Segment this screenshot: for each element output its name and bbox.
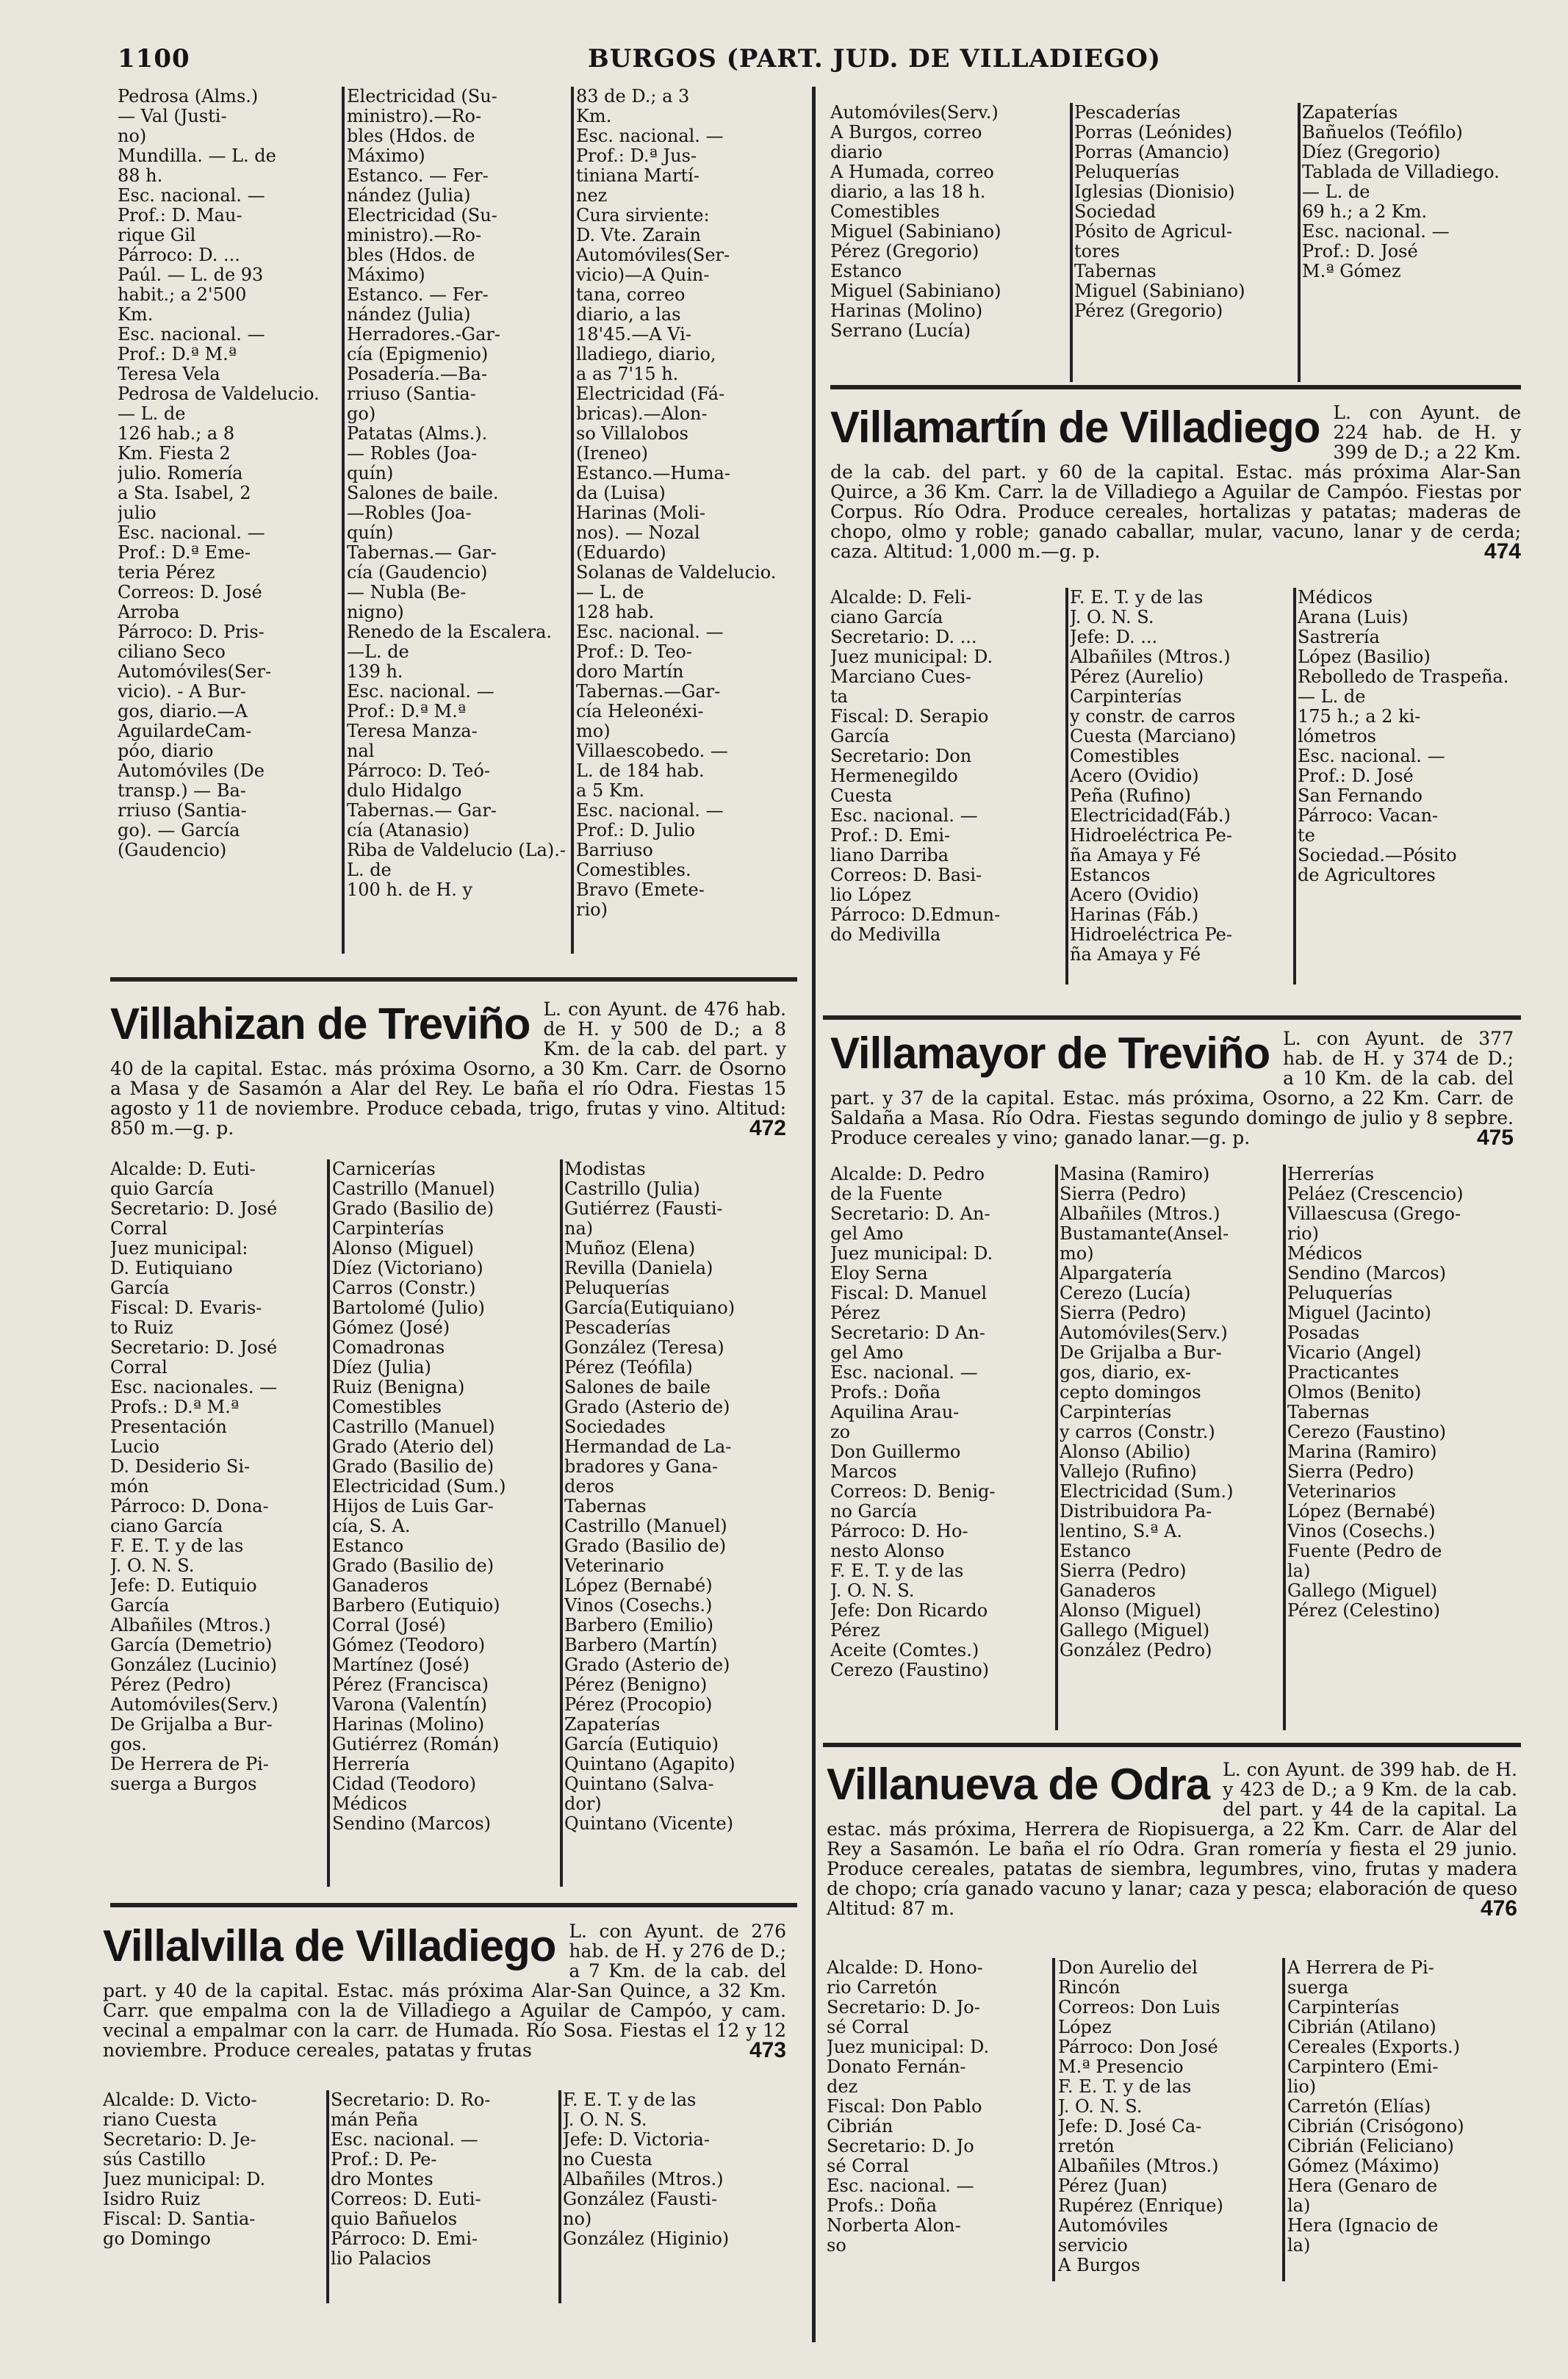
- column-rule: [571, 87, 574, 954]
- column-rule: [1070, 103, 1073, 382]
- villanueva-column-3: A Herrera de Pi- suerga Carpinterías Cibrián (Atilano) Cereales (Exports.) Carpintero (Emi- lio) Carretón (Elías) Cibrián (Crisógono) Cibrián (Feliciano) Gómez (Máximo) Hera (Genaro de la) Hera (Ignacio de la): [1287, 1958, 1464, 2256]
- villamartin-column-3: Médicos Arana (Luis) Sastrería López (Basilio) Rebolledo de Traspeña. — L. de 175 h.; a 2 ki- lómetros Esc. nacional. — Prof.: D. José San Fernando Párroco: Vacan- te Sociedad.—Pósito de Agricultores: [1298, 588, 1509, 885]
- villamartin-column-1: Alcalde: D. Feli- ciano García Secretario: D. ... Juez municipal: D. Marciano Cues- ta Fiscal: D. Serapio García Secretario: Don Hermenegildo Cuesta Esc. nacional. — Prof.: D. Emi- liano Darriba Correos: D. Basi- lio López Párroco: D.Edmun- do Medivilla: [830, 588, 1001, 945]
- villalvilla-column-2: Secretario: D. Ro- mán Peña Esc. nacional. — Prof.: D. Pe- dro Montes Correos: D. Euti- quio Bañuelos Párroco: D. Emi- lio Palacios: [331, 2090, 491, 2269]
- section-rule: [830, 385, 1521, 389]
- section-rule: [110, 977, 797, 982]
- column-rule: [1282, 1958, 1285, 2281]
- villahizan-heading: Villahizan de Treviño: [110, 999, 531, 1048]
- column-rule: [558, 2090, 561, 2303]
- villanueva-entry: [827, 1759, 1517, 1921]
- central-divider: [812, 87, 816, 2342]
- villanueva-intro: L. con Ayunt. de 399 hab. de H. y 423 de D.; a 9 Km. de la cab. del part. y 44 de la capital. La estac. más próxima, Herrera de Riopisuerga, a 22 Km. Carr. de Alar del Rey a Sasamón. Le baña el río Odra. Gran romería y fiesta el 29 junio. Produce cereales, patatas de siembra, legumbres, vino, frutas y madera de chopo; cría ganado vacuno y lanar; caza y pesca; elaboración de queso Altitud: 87 m.: [827, 1759, 1517, 1919]
- villanueva-number: 476: [1480, 1896, 1517, 1921]
- villanueva-heading: Villanueva de Odra: [827, 1760, 1210, 1809]
- column-rule: [1052, 1958, 1055, 2281]
- villamayor-intro: L. con Ayunt. de 377 hab. de H. y 374 de D.; a 10 Km. de la cab. del part. y 37 de la capital. Estac. más próxima, Osorno, a 22 Km. Carr. de Saldaña a Masa. Río Odra. Fiestas segundo domingo de julio y 8 sepbre. Produce cereales y vino; ganado lanar.—g. p.: [830, 1028, 1514, 1148]
- top-column-4: Automóviles(Serv.) A Burgos, correo diario A Humada, correo diario, a las 18 h. Comestibles Miguel (Sabiniano) Pérez (Gregorio) Estanco Miguel (Sabiniano) Harinas (Molino) Serrano (Lucía): [830, 103, 1001, 341]
- villahizan-entry: [110, 999, 786, 1138]
- villamayor-heading: Villamayor de Treviño: [830, 1029, 1270, 1078]
- villahizan-column-3: Modistas Castrillo (Julia) Gutiérrez (Fausti- na) Muñoz (Elena) Revilla (Daniela) Peluquerías García(Eutiquiano) Pescaderías González (Teresa) Pérez (Teófila) Salones de baile Grado (Asterio de) Sociedades Hermandad de La- bradores y Gana- deros Tabernas Castrillo (Manuel) Grado (Basilio de) Veterinario López (Bernabé) Vinos (Cosechs.) Barbero (Emilio) Barbero (Martín) Grado (Asterio de) Pérez (Benigno) Pérez (Procopio) Zapaterías García (Eutiquio) Quintano (Agapito) Quintano (Salva- dor) Quintano (Vicente): [564, 1159, 736, 1834]
- top-column-6: Zapaterías Bañuelos (Teófilo) Díez (Gregorio) Tablada de Villadiego. — L. de 69 h.; a 2 Km. Esc. nacional. — Prof.: D. José M.ª Gómez: [1302, 103, 1500, 281]
- villamayor-column-1: Alcalde: D. Pedro de la Fuente Secretario: D. An- gel Amo Juez municipal: D. Eloy Serna Fiscal: D. Manuel Pérez Secretario: D An- gel Amo Esc. nacional. — Profs.: Doña Aquilina Arau- zo Don Guillermo Marcos Correos: D. Benig- no García Párroco: D. Ho- nesto Alonso F. E. T. y de las J. O. N. S. Jefe: Don Ricardo Pérez Aceite (Comtes.) Cerezo (Faustino): [830, 1165, 996, 1680]
- column-rule: [1283, 1165, 1286, 1730]
- villalvilla-number: 473: [749, 2038, 786, 2062]
- villahizan-intro: L. con Ayunt. de 476 hab. de H. y 500 de D.; a 8 Km. de la cab. del part. y 40 de la capital. Estac. más próxima Osorno, a 30 Km. Carr. de Osorno a Masa y de Sasamón a Alar del Rey. Le baña el río Odra. Fiestas 15 agosto y 11 de noviembre. Produce cebada, trigo, frutas y vino. Altitud: 850 m.—g. p.: [110, 998, 786, 1139]
- section-rule: [110, 1903, 797, 1907]
- column-rule: [1293, 588, 1296, 985]
- column-rule: [326, 2090, 329, 2303]
- top-column-3: 83 de D.; a 3 Km. Esc. nacional. — Prof.: D.ª Jus- tiniana Martí- nez Cura sirviente: D. Vte. Zarain Automóviles(Ser- vicio)—A Quin- tana, correo diario, a las 18'45.—A Vi- lladiego, diario, a as 7'15 h. Electricidad (Fá- bricas).—Alon- so Villalobos (Ireneo) Estanco.—Huma- da (Luisa) Harinas (Moli- nos). — Nozal (Eduardo) Solanas de Valdelucio. — L. de 128 hab. Esc. nacional. — Prof.: D. Teo- doro Martín Tabernas.—Gar- cía Heleonéxi- mo) Villaescobedo. — L. de 184 hab. a 5 Km. Esc. nacional. — Prof.: D. Julio Barriuso Comestibles. Bravo (Emete- rio): [576, 87, 777, 920]
- top-column-5: Pescaderías Porras (Leónides) Porras (Amancio) Peluquerías Iglesias (Dionisio) Sociedad Pósito de Agricul- tores Tabernas Miguel (Sabiniano) Pérez (Gregorio): [1074, 103, 1245, 321]
- section-rule: [823, 1015, 1521, 1020]
- villamartin-number: 474: [1484, 539, 1521, 564]
- villahizan-number: 472: [749, 1116, 786, 1140]
- villamayor-column-3: Herrerías Peláez (Crescencio) Villaescusa (Grego- rio) Médicos Sendino (Marcos) Peluquerías Miguel (Jacinto) Posadas Vicario (Angel) Practicantes Olmos (Benito) Tabernas Cerezo (Faustino) Marina (Ramiro) Sierra (Pedro) Veterinarios López (Bernabé) Vinos (Cosechs.) Fuente (Pedro de la) Gallego (Miguel) Pérez (Celestino): [1287, 1165, 1464, 1621]
- top-column-2: Electricidad (Su- ministro).—Ro- bles (Hdos. de Máximo) Estanco. — Fer- nández (Julia) Electricidad (Su- ministro).—Ro- bles (Hdos. de Máximo) Estanco. — Fer- nández (Julia) Herradores.-Gar- cía (Epigmenio) Posadería.—Ba- rriuso (Santia- go) Patatas (Alms.). — Robles (Joa- quín) Salones de baile. —Robles (Joa- quín) Tabernas.— Gar- cía (Gaudencio) — Nubla (Be- nigno) Renedo de la Escalera.—L. de 139 h. Esc. nacional. — Prof.: D.ª M.ª Teresa Manza- nal Párroco: D. Teó- dulo Hidalgo Tabernas.— Gar- cía (Atanasio) Riba de Valdelucio (La).-L. de 100 h. de H. y: [347, 87, 566, 900]
- section-rule: [823, 1743, 1521, 1747]
- column-rule: [560, 1159, 563, 1887]
- column-rule: [1065, 588, 1068, 985]
- villamayor-column-2: Masina (Ramiro) Sierra (Pedro) Albañiles (Mtros.) Bustamante(Ansel- mo) Alpargatería Cerezo (Lucía) Sierra (Pedro) Automóviles(Serv.) De Grijalba a Bur- gos, diario, ex- cepto domingos Carpinterías y carros (Constr.) Alonso (Abilio) Vallejo (Rufino) Electricidad (Sum.) Distribuidora Pa- lentino, S.ª A. Estanco Sierra (Pedro) Ganaderos Alonso (Miguel) Gallego (Miguel) González (Pedro): [1060, 1165, 1234, 1660]
- villamartin-intro: L. con Ayunt. de 224 hab. de H. y 399 de D.; a 22 Km. de la cab. del part. y 60 de la capital. Estac. más próxima Alar-San Quirce, a 36 Km. Carr. la de Villadiego a Aguilar de Campóo. Fiestas por Corpus. Río Odra. Produce cereales, hortalizas y patatas; maderas de chopo, olmo y roble; ganado caballar, mular, vacuno, lanar y de cerda; caza. Altitud: 1,000 m.—g. p.: [830, 402, 1521, 562]
- column-rule: [1055, 1165, 1058, 1730]
- page-number: 1100: [118, 44, 190, 73]
- top-column-1: Pedrosa (Alms.) — Val (Justi- no) Mundilla. — L. de 88 h. Esc. nacional. — Prof.: D. Mau- rique Gil Párroco: D. ... Paúl. — L. de 93 habit.; a 2'500 Km. Esc. nacional. — Prof.: D.ª M.ª Teresa Vela Pedrosa de Valdelucio. — L. de 126 hab.; a 8 Km. Fiesta 2 julio. Romería a Sta. Isabel, 2 julio Esc. nacional. — Prof.: D.ª Eme- teria Pérez Correos: D. José Arroba Párroco: D. Pris- ciliano Seco Automóviles(Ser- vicio). - A Bur- gos, diario.—A AguilardeCam- póo, diario Automóviles (De transp.) — Ba- rriuso (Santia- go). — García (Gaudencio): [118, 87, 320, 860]
- villamayor-entry: [830, 1029, 1514, 1148]
- column-rule: [1298, 103, 1301, 382]
- running-title: BURGOS (PART. JUD. DE VILLADIEGO): [588, 44, 1161, 73]
- villahizan-column-2: Carnicerías Castrillo (Manuel) Grado (Basilio de) Carpinterías Alonso (Miguel) Díez (Victoriano) Carros (Constr.) Bartolomé (Julio) Gómez (José) Comadronas Díez (Julia) Ruiz (Benigna) Comestibles Castrillo (Manuel) Grado (Aterio del) Grado (Basilio de) Electricidad (Sum.) Hijos de Luis Gar- cía, S. A. Estanco Grado (Basilio de) Ganaderos Barbero (Eutiquio) Corral (José) Gómez (Teodoro) Martínez (José) Pérez (Francisca) Varona (Valentín) Harinas (Molino) Gutiérrez (Román) Herrería Cidad (Teodoro) Médicos Sendino (Marcos): [332, 1159, 506, 1834]
- villalvilla-entry: [103, 1921, 786, 2060]
- villamartin-heading: Villamartín de Villadiego: [830, 403, 1320, 452]
- villalvilla-column-3: F. E. T. y de las J. O. N. S. Jefe: D. Victoria- no Cuesta Albañiles (Mtros.) González (Fausti- no) González (Higinio): [563, 2090, 730, 2249]
- villamartin-column-2: F. E. T. y de las J. O. N. S. Jefe: D. ... Albañiles (Mtros.) Pérez (Aurelio) Carpinterías y constr. de carros Cuesta (Marciano) Comestibles Acero (Ovidio) Peña (Rufino) Electricidad(Fáb.) Hidroeléctrica Pe- ña Amaya y Fé Estancos Acero (Ovidio) Harinas (Fáb.) Hidroeléctrica Pe- ña Amaya y Fé: [1070, 588, 1237, 965]
- column-rule: [342, 87, 345, 954]
- villalvilla-heading: Villalvilla de Villadiego: [103, 1921, 556, 1970]
- villamartin-entry: [830, 402, 1521, 564]
- running-head: [118, 44, 1450, 76]
- villamayor-number: 475: [1476, 1126, 1514, 1150]
- villanueva-column-1: Alcalde: D. Hono- rio Carretón Secretario: D. Jo- sé Corral Juez municipal: D. Donato Fernán- dez Fiscal: Don Pablo Cibrián Secretario: D. Jo sé Corral Esc. nacional. — Profs.: Doña Norberta Alon- so: [827, 1958, 990, 2256]
- villalvilla-intro: L. con Ayunt. de 276 hab. de H. y 276 de D.; a 7 Km. de la cab. del part. y 40 de la capital. Estac. más próxima Alar-San Quince, a 32 Km. Carr. que empalma con la de Villadiego a Aguilar de Campóo, y cam. vecinal a empalmar con la carr. de Humada. Río Sosa. Fiestas el 12 y 12 noviembre. Produce cereales, patatas y frutas: [103, 1921, 786, 2061]
- column-rule: [327, 1159, 330, 1887]
- villalvilla-column-1: Alcalde: D. Victo- riano Cuesta Secretario: D. Je- sús Castillo Juez municipal: D. Isidro Ruiz Fiscal: D. Santia- go Domingo: [103, 2090, 266, 2249]
- villahizan-column-1: Alcalde: D. Euti- quio García Secretario: D. José Corral Juez municipal: D. Eutiquiano García Fiscal: D. Evaris- to Ruiz Secretario: D. José Corral Esc. nacionales. — Profs.: D.ª M.ª Presentación Lucio D. Desiderio Si- món Párroco: D. Dona- ciano García F. E. T. y de las J. O. N. S. Jefe: D. Eutiquio García Albañiles (Mtros.) García (Demetrio) González (Lucinio) Pérez (Pedro) Automóviles(Serv.) De Grijalba a Bur- gos. De Herrera de Pi- suerga a Burgos: [110, 1159, 278, 1794]
- villanueva-column-2: Don Aurelio del Rincón Correos: Don Luis López Párroco: Don José M.ª Presencio F. E. T. y de las J. O. N. S. Jefe: D. José Ca- rretón Albañiles (Mtros.) Pérez (Juan) Rupérez (Enrique) Automóviles servicio A Burgos: [1058, 1958, 1223, 2275]
